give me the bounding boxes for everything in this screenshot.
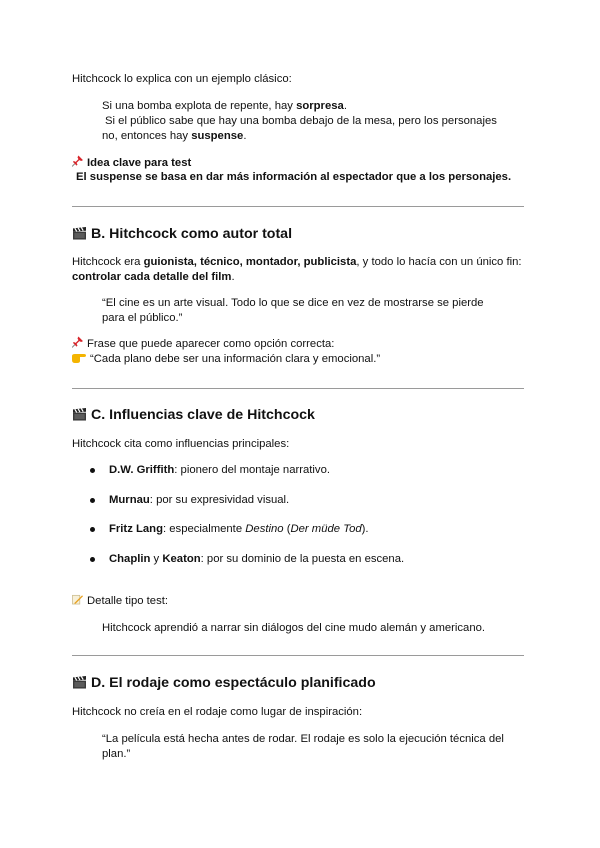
pointing-hand-icon xyxy=(72,351,86,363)
section-d-intro: Hitchcock no creía en el rodaje como lugar de inspiración: xyxy=(72,706,363,718)
section-b-p1: Hitchcock era guionista, técnico, montador, publicista, y todo lo hacía con un único fin: xyxy=(72,256,522,268)
frase-quote: “Cada plano debe ser una información clara y emocional.” xyxy=(72,351,380,367)
pushpin-icon xyxy=(72,336,83,348)
divider xyxy=(72,388,524,389)
intro-line: Hitchcock lo explica con un ejemplo clásico: xyxy=(72,73,292,85)
divider xyxy=(72,206,524,207)
idea-clave-text: El suspense se basa en dar más información al espectador que a los personajes. xyxy=(76,171,512,183)
frase-label: Frase que puede aparecer como opción correcta: xyxy=(72,336,334,352)
section-b-heading: B. Hitchcock como autor total xyxy=(72,226,292,242)
section-b-quote-line2: para el público.” xyxy=(102,312,183,324)
bullet-dot xyxy=(90,557,95,562)
section-d-heading: D. El rodaje como espectáculo planificado xyxy=(72,675,376,691)
quote-public-knows: Si el público sabe que hay una bomba debajo de la mesa, pero los personajes xyxy=(105,115,497,127)
detalle-label: Detalle tipo test: xyxy=(72,593,168,609)
clapper-board-icon xyxy=(72,676,87,689)
divider xyxy=(72,655,524,656)
section-c-heading: C. Influencias clave de Hitchcock xyxy=(72,407,315,423)
list-item-griffith: D.W. Griffith: pionero del montaje narrativo. xyxy=(109,464,331,476)
list-item-murnau: Murnau: por su expresividad visual. xyxy=(109,494,290,506)
bullet-dot xyxy=(90,498,95,503)
bullet-dot xyxy=(90,527,95,532)
idea-clave-label: Idea clave para test xyxy=(72,155,191,171)
section-c-intro: Hitchcock cita como influencias principales: xyxy=(72,438,290,450)
section-d-quote-line2: plan.” xyxy=(102,748,131,760)
detalle-text: Hitchcock aprendió a narrar sin diálogos del cine mudo alemán y americano. xyxy=(102,622,486,634)
section-d-quote-line1: “La película está hecha antes de rodar. El rodaje es solo la ejecución técnica del xyxy=(102,733,504,745)
section-b-quote-line1: “El cine es un arte visual. Todo lo que se dice en vez de mostrarse se pierde xyxy=(102,297,484,309)
clapper-board-icon xyxy=(72,408,87,421)
pushpin-icon xyxy=(72,155,83,167)
quote-surprise: Si una bomba explota de repente, hay sorpresa. xyxy=(102,100,347,112)
section-b-p2: controlar cada detalle del film. xyxy=(72,271,235,283)
clapper-board-icon xyxy=(72,227,87,240)
bullet-dot xyxy=(90,468,95,473)
quote-suspense: no, entonces hay suspense. xyxy=(102,130,247,142)
list-item-lang: Fritz Lang: especialmente Destino (Der müde Tod). xyxy=(109,523,369,535)
list-item-chaplin-keaton: Chaplin y Keaton: por su dominio de la puesta en escena. xyxy=(109,553,405,565)
memo-pencil-icon xyxy=(72,593,83,605)
